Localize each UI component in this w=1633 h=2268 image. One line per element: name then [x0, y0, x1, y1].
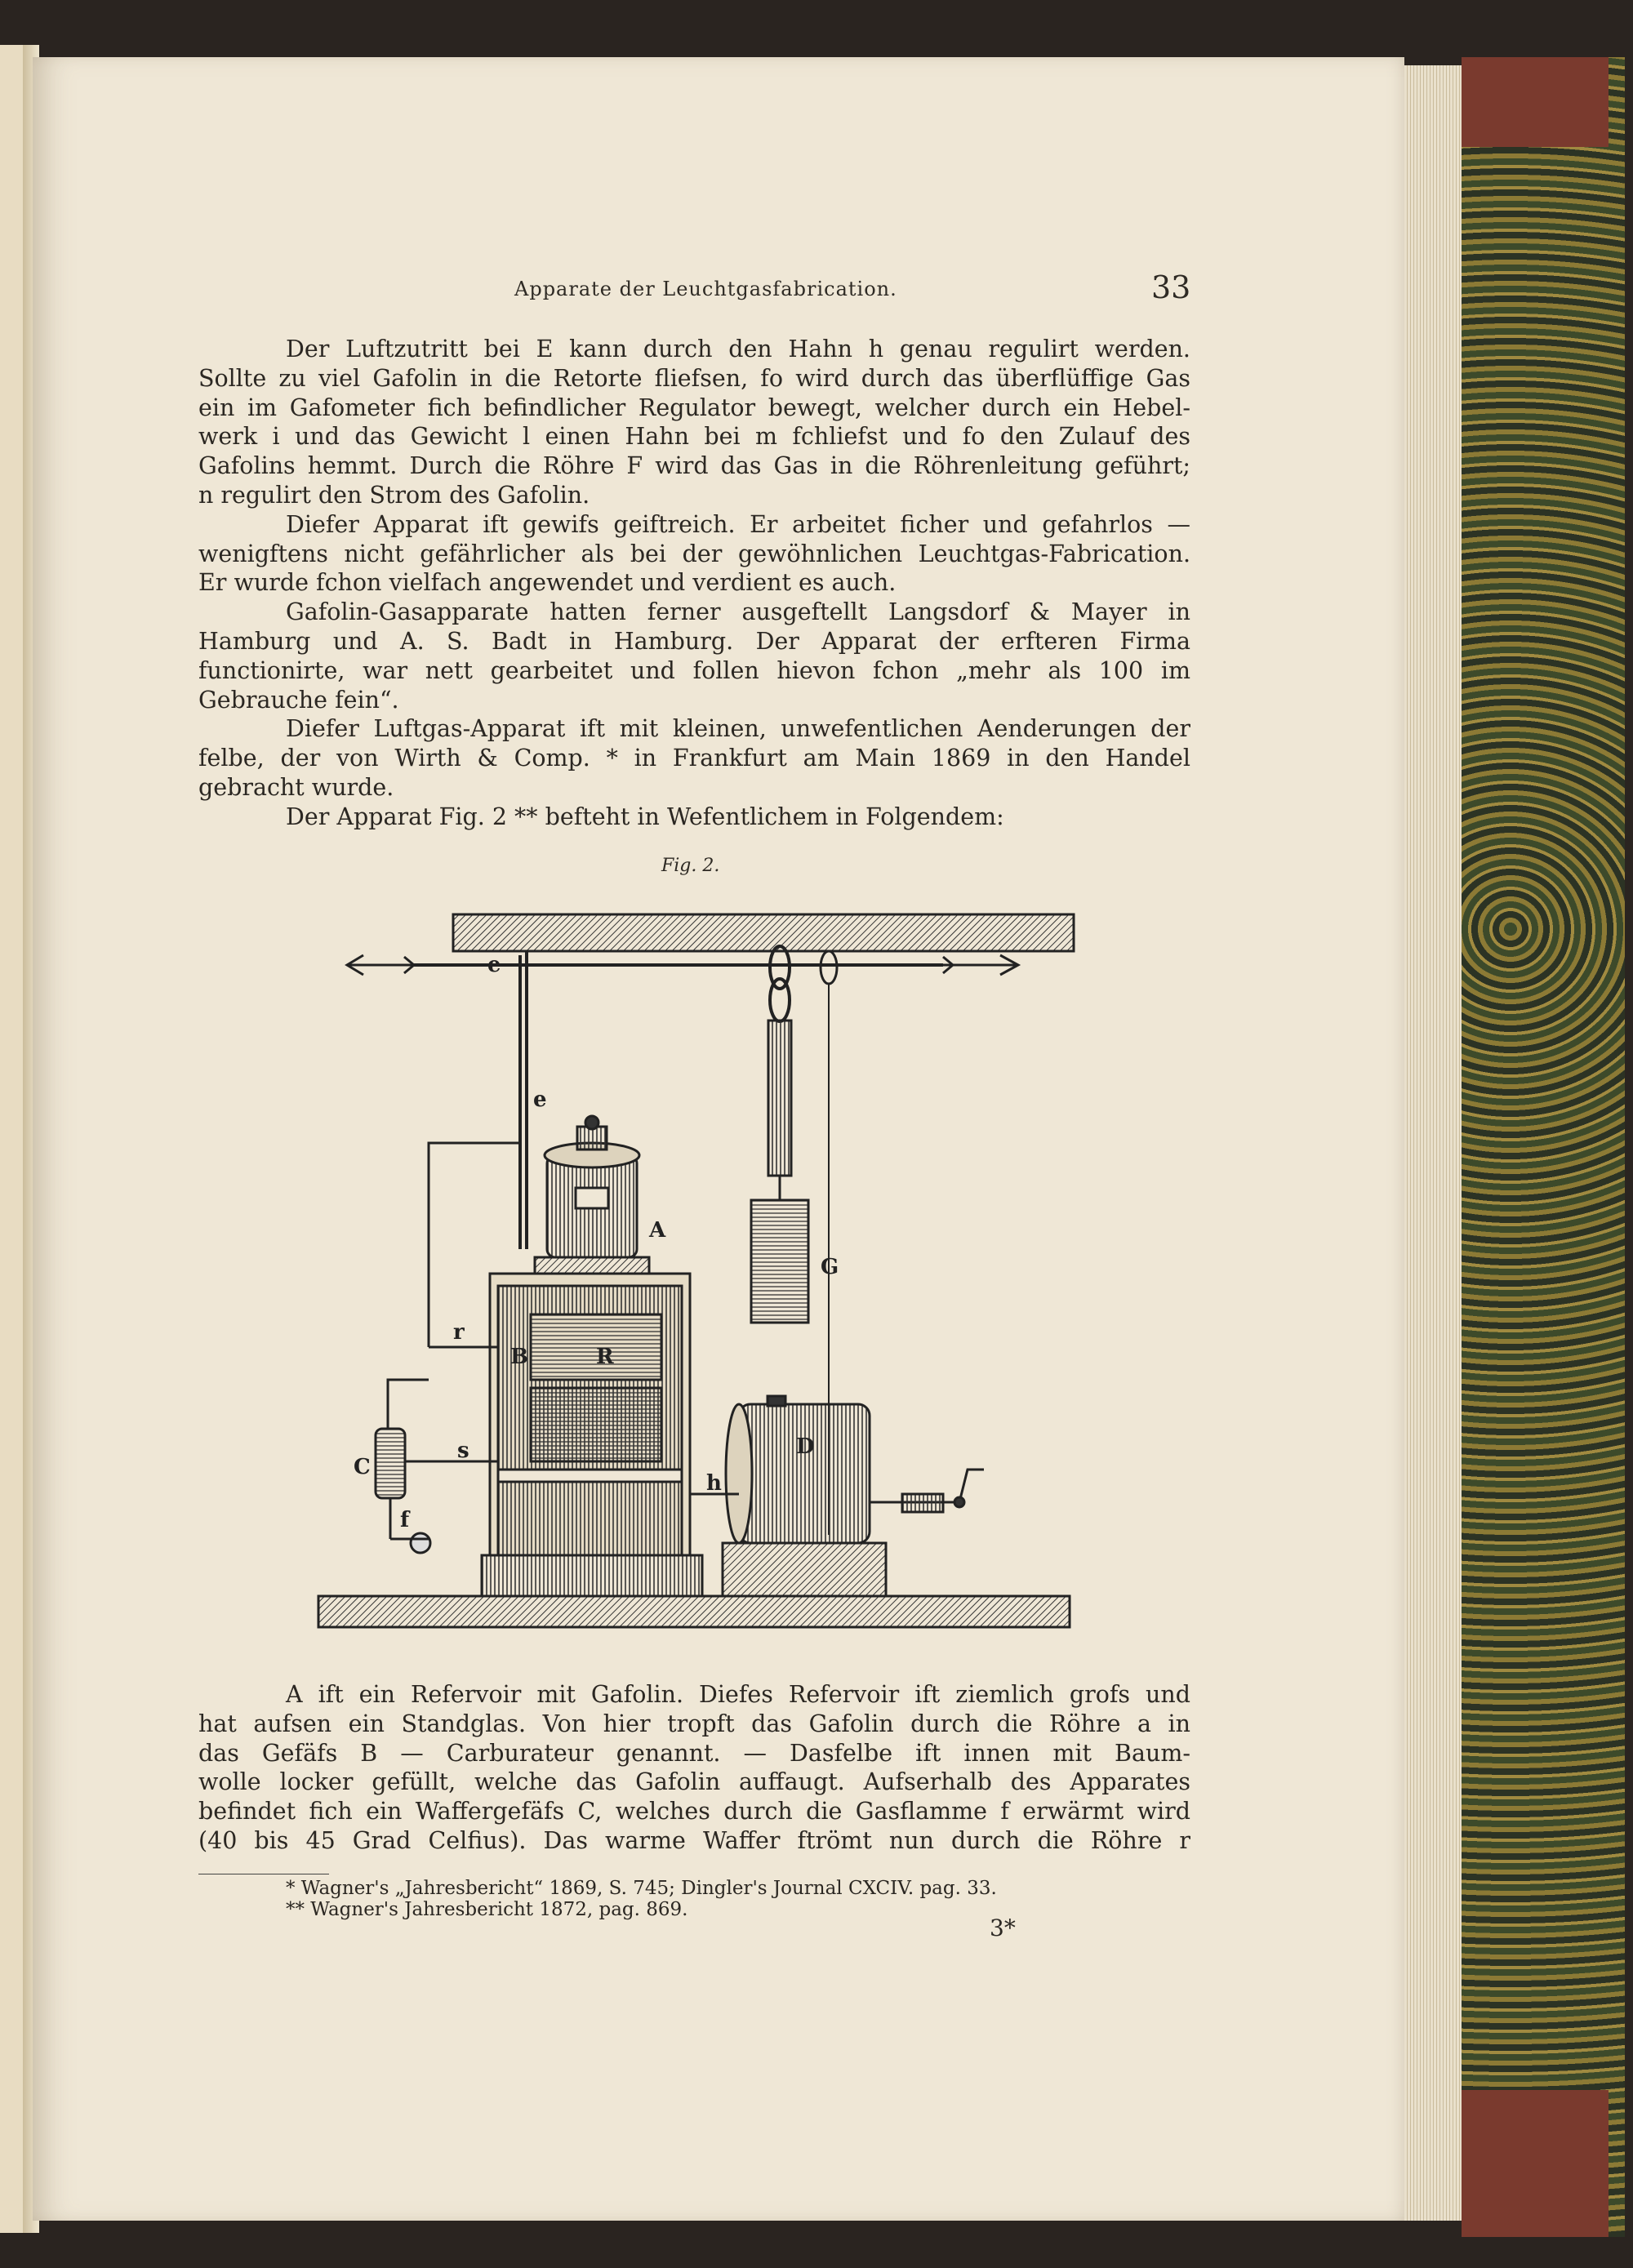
- arrow-right-icon: [943, 955, 1018, 975]
- page-number: 33: [1151, 269, 1191, 305]
- text-line: ein im Gafometer fich befindlicher Regulator bewegt, welcher durch ein Hebel-: [198, 394, 1190, 421]
- text-line: Diefer Luftgas-Apparat ift mit kleinen, unwefentlichen Aenderungen der: [286, 715, 1190, 743]
- floor: [318, 1596, 1070, 1627]
- text-line: Gafolins hemmt. Durch die Röhre F wird das Gas in die Röhrenleitung geführt;: [198, 452, 1190, 480]
- paragraph-4: [198, 714, 1190, 802]
- text-line: Hamburg und A. S. Badt in Hamburg. Der Apparat der erfteren Firma: [198, 627, 1190, 655]
- marbled-cover: [1462, 57, 1625, 2237]
- apparatus-figure: [314, 906, 1082, 1633]
- label-e: e: [533, 1087, 547, 1112]
- footnote-1: * Wagner's „Jahresbericht“ 1869, S. 745; Dingler's Journal CXCIV. pag. 33.: [286, 1878, 997, 1899]
- cover-corner-top: [1462, 57, 1609, 147]
- text-line: Gafolin-Gasapparate hatten ferner ausgeftellt Langsdorf & Mayer in: [286, 598, 1190, 626]
- text-line: n regulirt den Strom des Gafolin.: [198, 481, 590, 509]
- text-line: das Gefäfs B — Carburateur genannt. — Dasfelbe ift innen mit Baum-: [198, 1739, 1190, 1767]
- paragraph-5: [198, 803, 1190, 832]
- carburettor-b: [482, 1274, 702, 1596]
- ceiling-beam: [453, 914, 1074, 951]
- label-e-top: e: [487, 953, 501, 977]
- blower-drum-d: [690, 1396, 984, 1596]
- label-s: s: [457, 1439, 469, 1463]
- text-line: gebracht wurde.: [198, 773, 394, 801]
- text-line: Diefer Apparat ift gewifs geiftreich. Er arbeitet ficher und gefahrlos —: [286, 510, 1190, 538]
- label-r-cap: R: [596, 1345, 614, 1369]
- text-line: befindet fich ein Waffergefäfs C, welches durch die Gasflamme f erwärmt wird: [198, 1798, 1190, 1826]
- text-line: wolle locker gefüllt, welche das Gafolin auffaugt. Aufserhalb des Apparates: [198, 1768, 1190, 1796]
- label-f: f: [400, 1508, 410, 1532]
- text-line: felbe, der von Wirth & Comp. * in Frankfurt am Main 1869 in den Handel: [198, 745, 1190, 772]
- footnotes: [286, 1878, 997, 1920]
- label-r: r: [453, 1320, 465, 1345]
- label-d: D: [796, 1434, 815, 1459]
- arrow-left-icon: [347, 955, 414, 975]
- text-line: Sollte zu viel Gafolin in die Retorte fliefsen, fo wird durch das überflüffige Gas: [198, 364, 1190, 392]
- paragraph-2: [198, 510, 1190, 598]
- label-g: G: [821, 1255, 839, 1279]
- label-a: A: [649, 1218, 666, 1243]
- label-h: h: [706, 1471, 722, 1496]
- signature-mark: 3*: [990, 1914, 1016, 1941]
- footnote-2: ** Wagner's Jahresbericht 1872, pag. 869.: [286, 1899, 688, 1920]
- label-b: B: [510, 1345, 528, 1369]
- text-line: Der Apparat Fig. 2 ** befteht in Wefentlichem in Folgendem:: [286, 803, 1004, 830]
- figure-caption: Fig. 2.: [661, 856, 720, 876]
- text-line: hat aufsen ein Standglas. Von hier tropft das Gafolin durch die Röhre a in: [198, 1710, 1190, 1737]
- text-line: (40 bis 45 Grad Celfius). Das warme Waffer ftrömt nun durch die Röhre r: [198, 1826, 1190, 1854]
- body-text-top: [198, 335, 1190, 832]
- cover-corner-bottom: [1462, 2090, 1609, 2237]
- label-c: C: [354, 1455, 371, 1479]
- text-line: functionirte, war nett gearbeitet und follen hievon fchon „mehr als 100 im: [198, 656, 1190, 684]
- paragraph-3: [198, 598, 1190, 714]
- text-line: Er wurde fchon vielfach angewendet und verdient es auch.: [198, 569, 897, 597]
- running-head: Apparate der Leuchtgasfabrication.: [514, 278, 897, 300]
- gas-pipe-e: [412, 951, 943, 1249]
- reservoir-a: [535, 1116, 649, 1274]
- text-line: Der Luftzutritt bei E kann durch den Hahn h genau regulirt werden.: [286, 336, 1190, 362]
- text-line: A ift ein Refervoir mit Gafolin. Diefes Refervoir ift ziemlich grofs und: [286, 1681, 1190, 1708]
- paragraph-1: [198, 335, 1190, 510]
- text-line: wenigftens nicht gefährlicher als bei der gewöhnlichen Leuchtgas-Fabrication.: [198, 540, 1190, 567]
- text-line: werk i und das Gewicht l einen Hahn bei m fchliefst und fo den Zulauf des: [198, 423, 1190, 451]
- page-edges: [1404, 65, 1462, 2221]
- body-text-bottom: [198, 1680, 1190, 1856]
- text-line: Gebrauche fein“.: [198, 686, 399, 714]
